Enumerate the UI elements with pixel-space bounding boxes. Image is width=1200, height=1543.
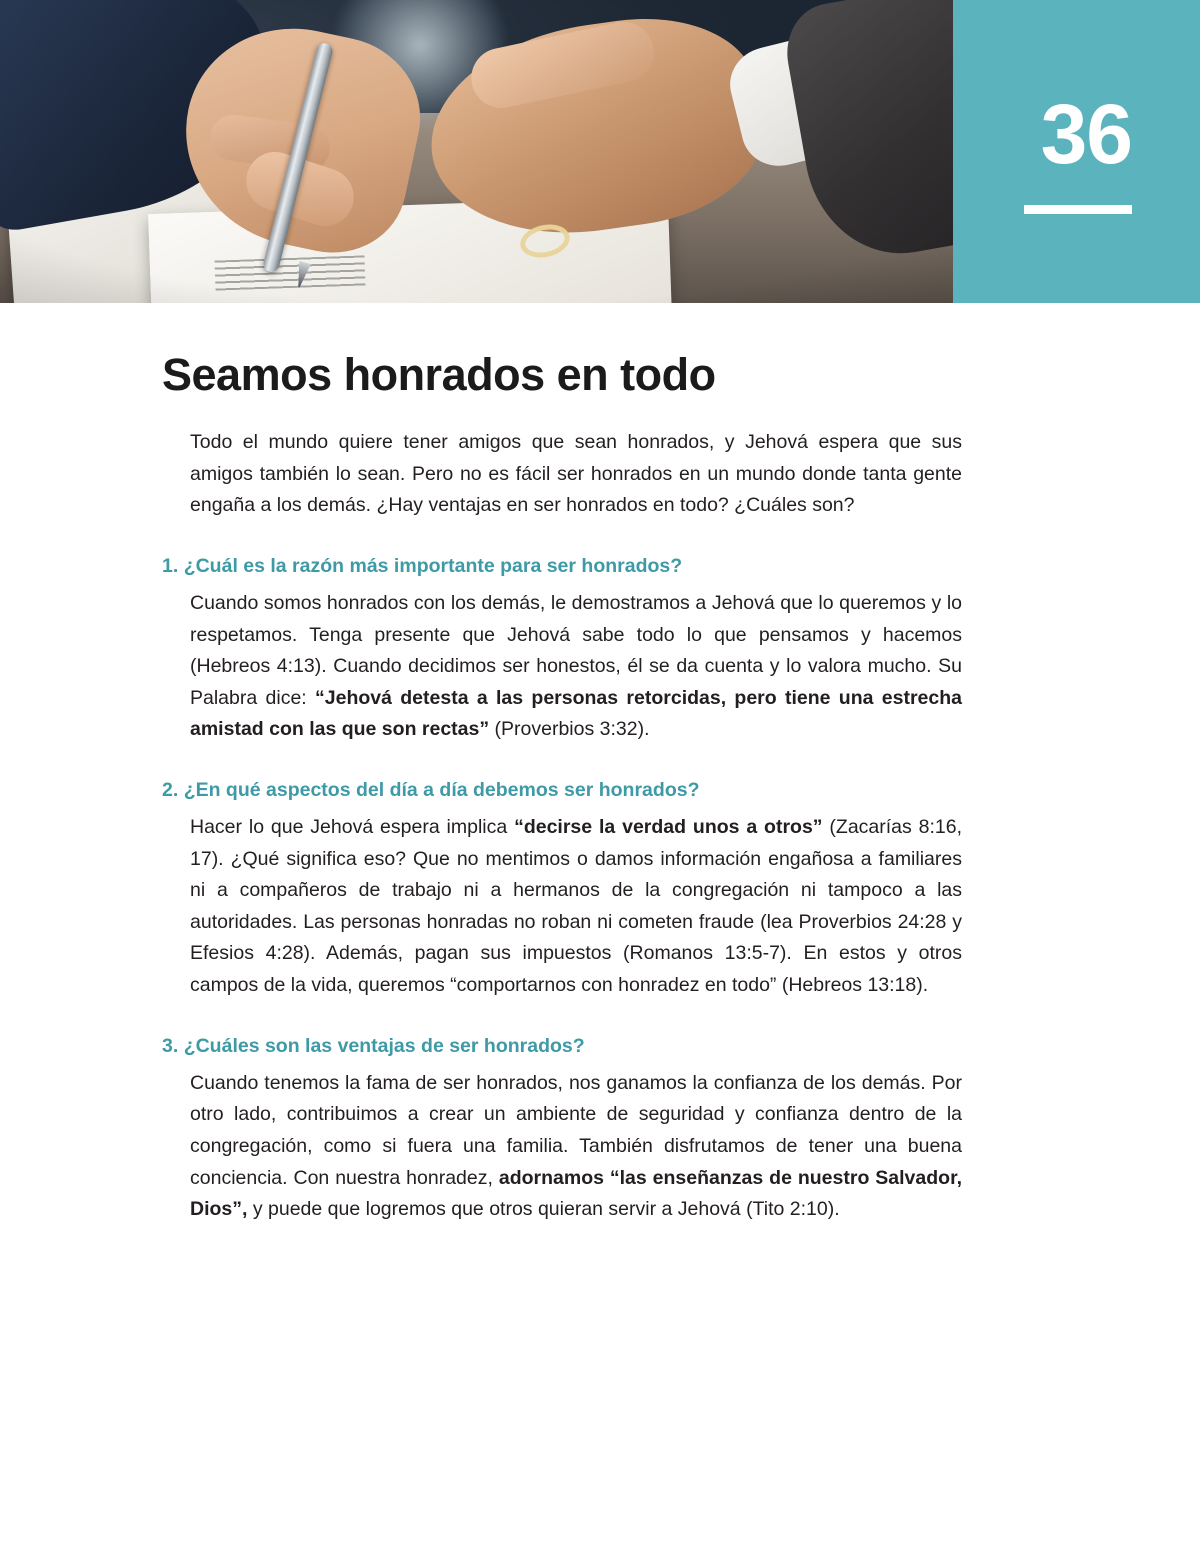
question-heading-3 xyxy=(162,1032,962,1060)
intro-paragraph: Todo el mundo quiere tener amigos que sean honrados, y Jehová espera que sus amigos también lo sean. Pero no es fácil ser honrados en un mundo donde tanta gente engaña a los demás. ¿Hay ventajas en ser honrados en todo? ¿Cuáles son? xyxy=(190,431,962,517)
question-text-1: ¿Cuál es la razón más importante para ser honrados? xyxy=(183,554,683,577)
question-text-3: ¿Cuáles son las ventajas de ser honrados? xyxy=(183,1034,585,1057)
answer-paragraph-3 xyxy=(190,1068,962,1226)
text-run-0: Hacer lo que Jehová espera implica xyxy=(190,816,515,839)
emphasized-run-1: “Jehová detesta a las personas retorcidas, pero tiene una estrecha amistad con las que son rectas” xyxy=(190,686,962,741)
question-block-3 xyxy=(162,1032,962,1226)
text-run-2: (Zacarías 8:16, 17). ¿Qué significa eso? Que no mentimos o damos información engañosa a familiares ni a compañeros de trabajo ni a hermanos de la congregación ni tampoco a las autoridades. Las personas honradas no roban ni cometen fraude (lea Proverbios 24:28 y Efesios 4:28). Además, pagan sus impuestos (Romanos 13:5-7). En estos y otros campos de la vida, queremos “comportarnos con honradez en todo” (Hebreos 13:18). xyxy=(190,816,963,997)
article xyxy=(0,303,1200,1226)
text-run-0: Cuando somos honrados con los demás, le demostramos a Jehová que lo queremos y lo respetamos. Tenga presente que Jehová sabe todo lo que pensamos y hacemos (Hebreos 4:13). Cuando decidimos ser honestos, él se da cuenta y lo valora mucho. Su Palabra dice: xyxy=(190,592,962,709)
hero-banner xyxy=(0,0,1200,303)
page-title: Seamos honrados en todo xyxy=(162,349,716,400)
text-run-2: (Proverbios 3:32). xyxy=(489,718,650,741)
text-run-0: Cuando tenemos la fama de ser honrados, nos ganamos la confianza de los demás. Por otro lado, contribuimos a crear un ambiente de seguridad y confianza dentro de la congregación, como si fuera una familia. También disfrutamos de tener una buena conciencia. Con nuestra honradez, xyxy=(190,1071,962,1189)
question-block-2 xyxy=(162,776,963,1002)
lesson-photo xyxy=(0,0,953,303)
emphasized-run-1: adornamos “las enseñanzas de nuestro Salvador, Dios”, xyxy=(190,1166,962,1221)
lesson-number-underline xyxy=(1024,205,1132,214)
lesson-number: 36 xyxy=(1040,87,1132,181)
answer-paragraph-2 xyxy=(190,812,962,1001)
question-number-2: 2. xyxy=(162,778,179,801)
question-block-1 xyxy=(162,552,962,746)
photo-vignette xyxy=(0,0,953,303)
article-body xyxy=(162,427,963,1226)
question-heading-1 xyxy=(162,552,962,580)
emphasized-run-1: “decirse la verdad unos a otros” xyxy=(514,816,823,839)
question-text-2: ¿En qué aspectos del día a día debemos ser honrados? xyxy=(183,778,700,801)
question-number-3: 3. xyxy=(162,1034,179,1057)
question-number-1: 1. xyxy=(162,554,179,577)
text-run-2: y puede que logremos que otros quieran servir a Jehová (Tito 2:10). xyxy=(247,1198,840,1221)
answer-paragraph-1 xyxy=(190,588,962,746)
lesson-number-block xyxy=(953,0,1200,303)
question-heading-2 xyxy=(162,776,962,804)
